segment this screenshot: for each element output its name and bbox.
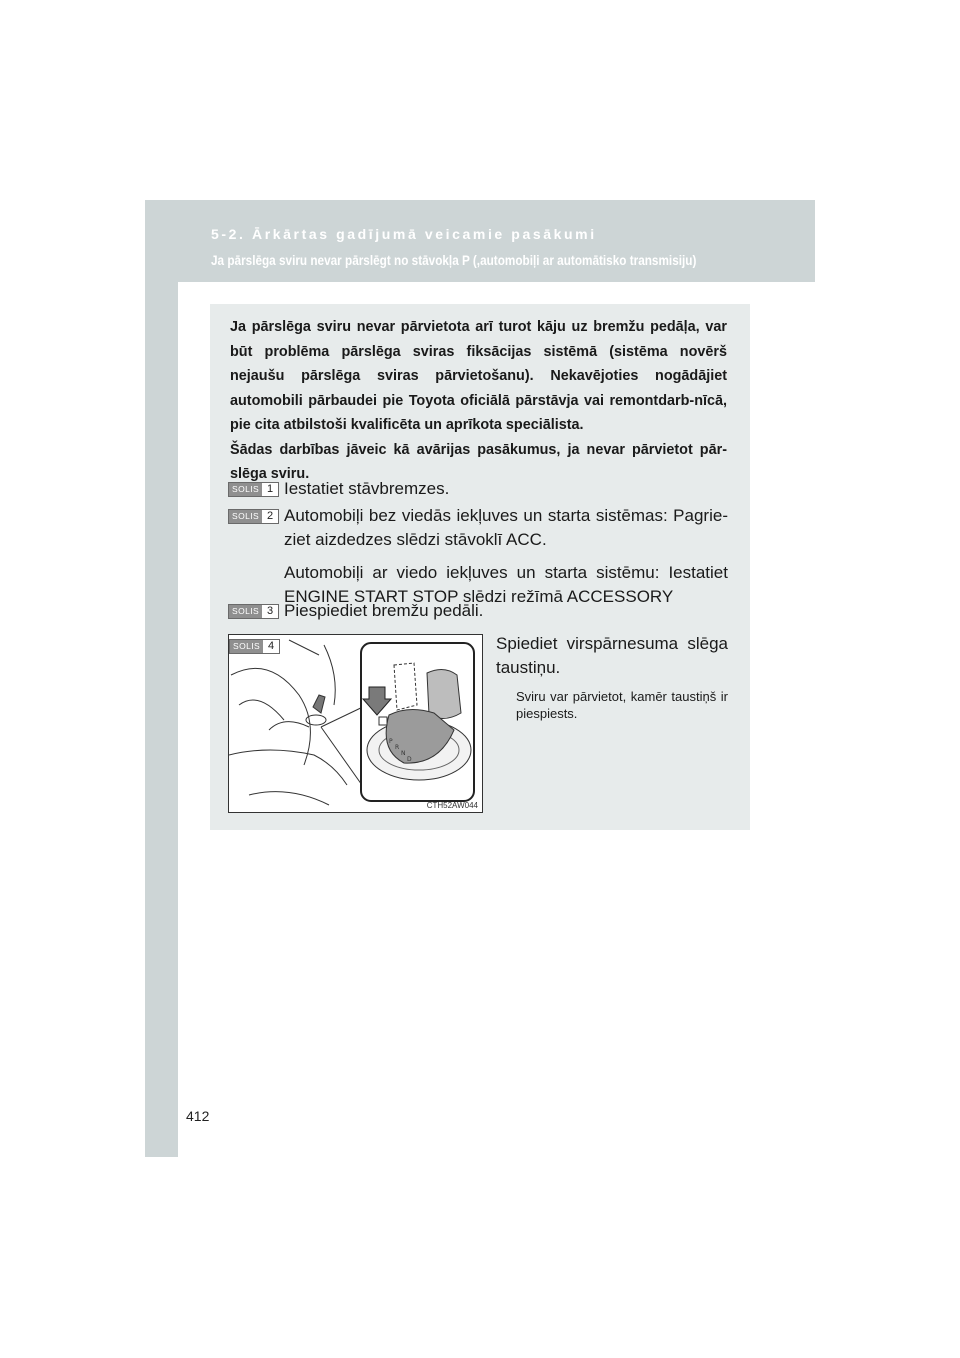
- intro-paragraph-2: Šādas darbības jāveic kā avārijas pasākumus, ja nevar pārvietot pār-slēga sviru.: [230, 441, 727, 482]
- figure-code: CTH52AW044: [426, 801, 478, 810]
- svg-text:P: P: [389, 738, 393, 745]
- step-word: SOLIS: [229, 483, 262, 496]
- step-badge-4: [229, 639, 280, 654]
- page-header: [145, 200, 815, 282]
- page-number: 412: [186, 1108, 210, 1124]
- step-2-text: Automobiļi bez viedās iekļuves un starta sistēmas: Pagrie-ziet aizdedzes slēdzi stāvoklī ACC.: [284, 506, 728, 549]
- step-badge-3: [228, 604, 279, 619]
- margin-strip: [145, 200, 178, 1157]
- step-number: 1: [266, 483, 274, 495]
- step-word: SOLIS: [230, 640, 263, 653]
- intro-paragraph: Ja pārslēga sviru nevar pārvietota arī turot kāju uz bremžu pedāļa, var būt problēma pārslēga sviras fiksācijas sistēmā (sistēma novērš nejaušu pārslēga sviras pārvietošanu). Nekavējoties nogādājiet automobili pārbaudei pie Toyota oficiālā pārstāvja vai remontdarb-nīcā, pie cita atbilstoši kvalificēta un aprīkota speciālista.: [230, 319, 727, 433]
- step-badge-1: [228, 482, 279, 497]
- section-title: 5-2. Ārkārtas gadījumā veicamie pasākumi: [211, 226, 597, 242]
- step-4-text: Spiediet virspārnesuma slēga taustiņu.: [496, 634, 728, 677]
- magnified-view: [361, 643, 474, 801]
- instruction-panel: [210, 304, 750, 830]
- shift-lever-drawing: [229, 635, 482, 812]
- step-number: 3: [266, 605, 274, 617]
- step-badge-2: [228, 509, 279, 524]
- step-4-note: Sviru var pārvietot, kamēr taustiņš ir piespiests.: [516, 689, 728, 721]
- svg-text:R: R: [395, 744, 400, 751]
- intro-text: [230, 315, 727, 487]
- step-number: 2: [266, 510, 274, 522]
- subsection-title: Ja pārslēga sviru nevar pārslēgt no stāvokļa P (,automobiļi ar automātisko transmisiju): [211, 252, 697, 268]
- step-number: 4: [267, 640, 275, 652]
- step-3-text: Piespiediet bremžu pedāli.: [284, 601, 484, 620]
- step-word: SOLIS: [229, 605, 262, 618]
- svg-text:D: D: [407, 756, 412, 763]
- shift-lever-illustration: [228, 634, 483, 813]
- step-2-text-alt: Automobiļi ar viedo iekļuves un starta sistēmu: Iestatiet ENGINE START STOP slēdzi režīmā ACCESSORY: [284, 563, 728, 606]
- svg-text:N: N: [401, 750, 406, 757]
- step-1-text: Iestatiet stāvbremzes.: [284, 479, 450, 498]
- step-word: SOLIS: [229, 510, 262, 523]
